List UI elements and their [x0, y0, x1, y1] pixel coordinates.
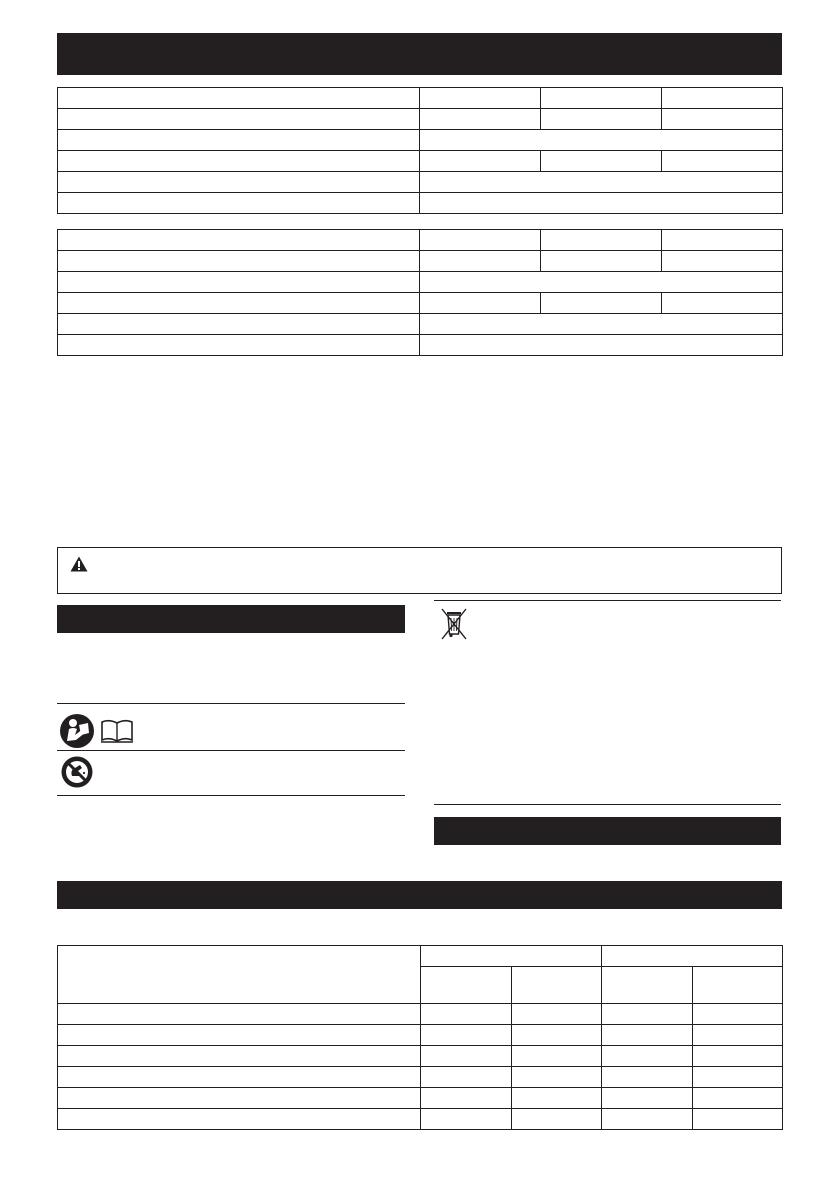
- table-row: [58, 293, 783, 314]
- table-cell: [58, 1109, 421, 1130]
- divider: [57, 795, 405, 796]
- table-cell: [420, 172, 783, 193]
- table-row: [58, 1067, 783, 1088]
- table-cell: [420, 314, 783, 335]
- table-cell: [602, 967, 693, 1004]
- divider: [434, 600, 781, 601]
- table-cell: [693, 1067, 783, 1088]
- table-cell: [541, 109, 662, 130]
- table-cell: [421, 1088, 512, 1109]
- table-cell: [662, 293, 783, 314]
- table-cell: [662, 251, 783, 272]
- table-cell: [602, 1067, 693, 1088]
- table-cell: [602, 1025, 693, 1046]
- table-cell: [58, 335, 420, 356]
- warning-box: [57, 547, 782, 594]
- table-cell: [512, 1046, 602, 1067]
- table-cell: [58, 272, 420, 293]
- table-cell: [512, 1067, 602, 1088]
- table-row: [58, 88, 783, 109]
- table-cell: [58, 1088, 421, 1109]
- table-cell: [512, 1088, 602, 1109]
- table-cell: [58, 109, 420, 130]
- table-row: [58, 109, 783, 130]
- table-cell: [421, 1046, 512, 1067]
- table-cell: [662, 109, 783, 130]
- table-cell: [602, 1088, 693, 1109]
- specification-table-2: [57, 229, 783, 356]
- warning-triangle-icon: [70, 556, 88, 577]
- table-row: [58, 1004, 783, 1025]
- table-cell: [420, 193, 783, 214]
- table-cell: [58, 193, 420, 214]
- table-cell: [693, 1109, 783, 1130]
- table-cell: [420, 88, 541, 109]
- table-cell: [421, 1067, 512, 1088]
- table-cell: [541, 230, 662, 251]
- table-row: [58, 230, 783, 251]
- table-cell: [58, 1067, 421, 1088]
- table-cell: [541, 151, 662, 172]
- table-cell: [420, 272, 783, 293]
- table-row: [58, 1088, 783, 1109]
- table-cell: [58, 172, 420, 193]
- table-cell: [602, 1046, 693, 1067]
- table-cell: [512, 1109, 602, 1130]
- table-cell: [662, 88, 783, 109]
- read-manual-icon: [59, 713, 95, 754]
- table-cell: [420, 151, 541, 172]
- section-header-bar-symbols: [57, 605, 405, 633]
- table-cell: [58, 151, 420, 172]
- table-row: [58, 193, 783, 214]
- table-cell: [58, 293, 420, 314]
- table-cell: [58, 230, 420, 251]
- table-cell: [662, 151, 783, 172]
- table-cell: [420, 230, 541, 251]
- table-cell: [693, 1046, 783, 1067]
- table-cell: [421, 1109, 512, 1130]
- table-cell: [693, 967, 783, 1004]
- table-row: [58, 151, 783, 172]
- table-cell: [420, 130, 783, 151]
- divider: [57, 703, 405, 704]
- table-cell: [512, 1004, 602, 1025]
- table-cell: [662, 230, 783, 251]
- table-cell: [421, 1025, 512, 1046]
- table-cell: [602, 1004, 693, 1025]
- crossed-out-wheelie-bin-icon: [438, 606, 470, 647]
- manual-book-icon: [100, 718, 134, 749]
- table-cell: [512, 967, 602, 1004]
- table-row: [58, 172, 783, 193]
- section-header-bar-noise: [57, 881, 782, 909]
- table-cell: [421, 967, 512, 1004]
- table-row: [58, 272, 783, 293]
- divider: [57, 750, 405, 751]
- table-cell: [58, 1025, 421, 1046]
- table-cell: [58, 946, 421, 1004]
- table-row: [58, 1025, 783, 1046]
- table-row: [58, 130, 783, 151]
- table-cell: [420, 293, 541, 314]
- table-row: [58, 251, 783, 272]
- table-cell: [420, 335, 783, 356]
- table-row: [58, 335, 783, 356]
- table-cell: [421, 1004, 512, 1025]
- table-cell: [420, 109, 541, 130]
- table-cell: [693, 1004, 783, 1025]
- table-cell: [541, 251, 662, 272]
- table-row: [58, 314, 783, 335]
- table-cell: [541, 293, 662, 314]
- table-cell: [58, 1046, 421, 1067]
- table-cell: [693, 1025, 783, 1046]
- specification-table-1: [57, 87, 783, 214]
- table-cell: [602, 946, 783, 967]
- table-row: [58, 1109, 783, 1130]
- table-cell: [58, 314, 420, 335]
- table-cell: [421, 946, 602, 967]
- table-cell: [420, 251, 541, 272]
- noise-table: [57, 945, 783, 1130]
- table-cell: [58, 1004, 421, 1025]
- table-cell: [541, 88, 662, 109]
- no-water-icon: [61, 756, 93, 793]
- table-cell: [693, 1088, 783, 1109]
- table-cell: [58, 130, 420, 151]
- divider: [434, 804, 781, 805]
- table-row: [58, 1046, 783, 1067]
- table-cell: [512, 1025, 602, 1046]
- table-cell: [58, 251, 420, 272]
- table-cell: [602, 1109, 693, 1130]
- table-cell: [58, 88, 420, 109]
- section-header-bar-specifications: [57, 33, 782, 75]
- table-row: [58, 946, 783, 967]
- section-header-bar-intended-use: [434, 817, 781, 845]
